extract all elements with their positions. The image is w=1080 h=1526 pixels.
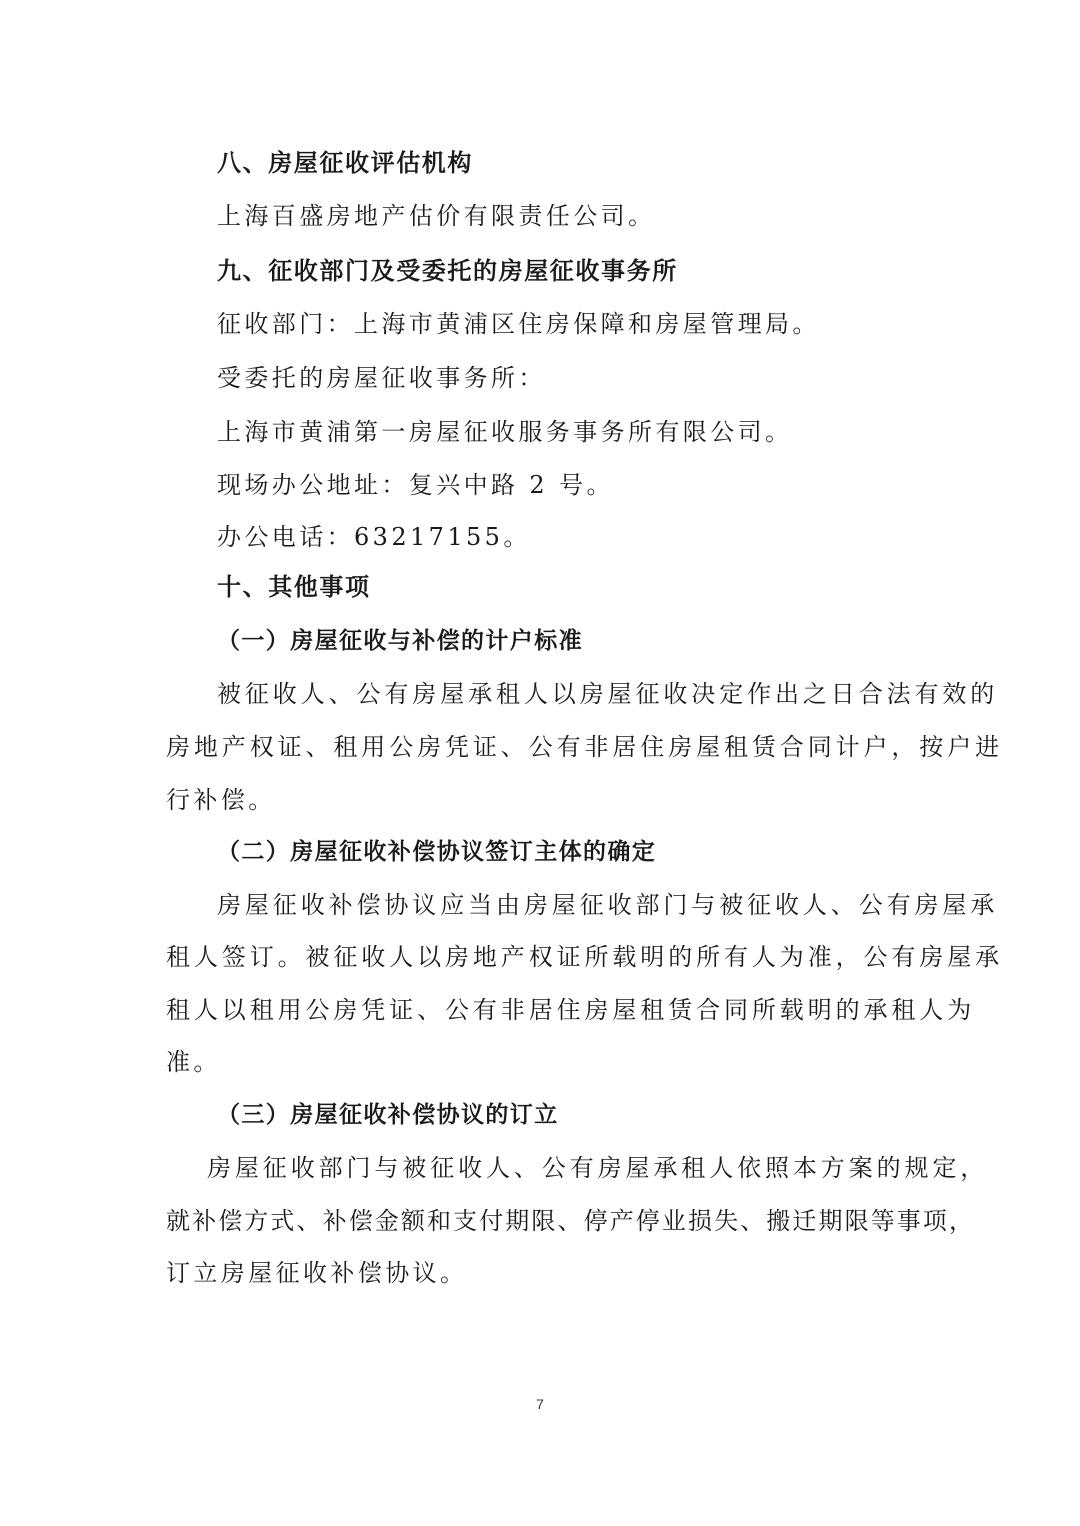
section-9-dept: 征收部门：上海市黄浦区住房保障和房屋管理局。 [217, 310, 820, 338]
section-9-address: 现场办公地址：复兴中路 2 号。 [217, 471, 614, 499]
section-8-body: 上海百盛房地产估价有限责任公司。 [217, 202, 656, 230]
section-9-office-name: 上海市黄浦第一房屋征收服务事务所有限公司。 [217, 418, 793, 446]
subsection-3-line: 房屋征收部门与被征收人、公有房屋承租人依照本方案的规定， [207, 1154, 989, 1182]
subsection-2-line: 租人签订。被征收人以房地产权证所载明的所有人为准，公有房屋承 [166, 943, 1003, 971]
subsection-3-line: 订立房屋征收补偿协议。 [166, 1259, 468, 1287]
subsection-2-line: 准。 [166, 1048, 221, 1076]
subsection-3-line: 就补偿方式、补偿金额和支付期限、停产停业损失、搬迁期限等事项， [166, 1207, 976, 1235]
subsection-1-line: 行补偿。 [166, 786, 276, 814]
subsection-2-heading: （二）房屋征收补偿协议签订主体的确定 [217, 839, 657, 865]
subsection-2-line: 房屋征收补偿协议应当由房屋征收部门与被征收人、公有房屋承 [217, 891, 999, 919]
section-9-office-label: 受委托的房屋征收事务所： [217, 364, 546, 392]
subsection-2-line: 租人以租用公房凭证、公有非居住房屋租赁合同所载明的承租人为 [166, 996, 976, 1024]
section-8-heading: 八、房屋征收评估机构 [217, 149, 473, 177]
subsection-1-heading: （一）房屋征收与补偿的计户标准 [217, 628, 583, 654]
page-number: 7 [536, 1396, 544, 1412]
subsection-1-line: 房地产权证、租用公房凭证、公有非居住房屋租赁合同计户，按户进 [166, 733, 1003, 761]
subsection-1-line: 被征收人、公有房屋承租人以房屋征收决定作出之日合法有效的 [217, 680, 999, 708]
section-10-heading: 十、其他事项 [217, 573, 371, 601]
section-9-heading: 九、征收部门及受委托的房屋征收事务所 [217, 257, 678, 285]
subsection-3-heading: （三）房屋征收补偿协议的订立 [217, 1102, 559, 1128]
section-9-phone: 办公电话：63217155。 [217, 523, 531, 551]
